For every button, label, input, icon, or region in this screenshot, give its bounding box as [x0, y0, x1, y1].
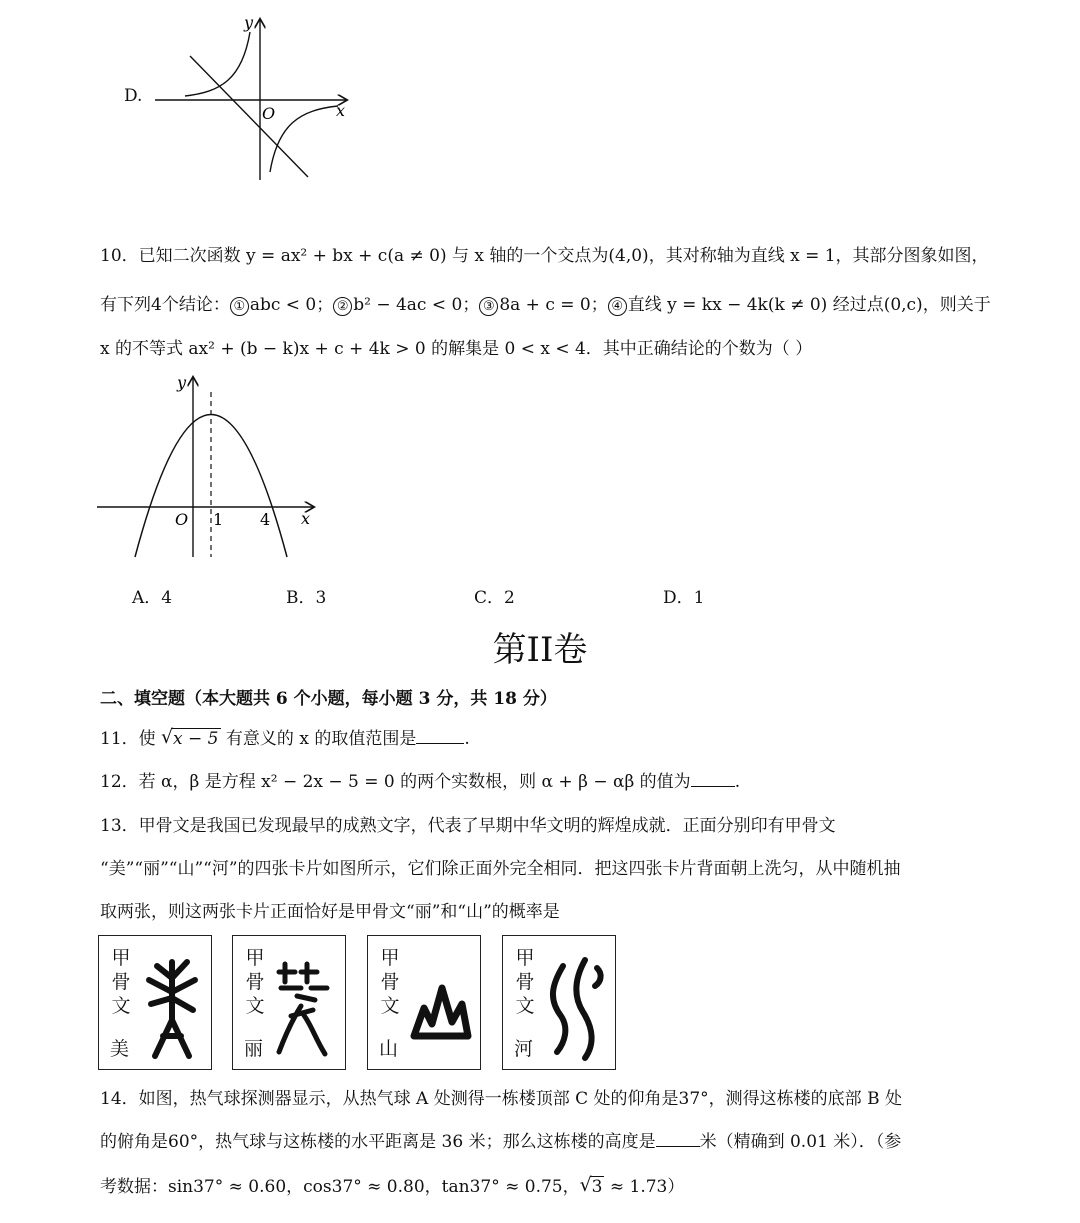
card-label: 甲骨文	[380, 947, 400, 1017]
q9-option-d-graph	[150, 12, 360, 187]
card-label: 甲骨文	[515, 947, 535, 1017]
q11-suffix: 有意义的 x 的取值范围是	[220, 729, 417, 749]
q10-axis-y-label: y	[177, 373, 187, 392]
oracle-li-glyph	[271, 952, 341, 1062]
q11-answer-blank[interactable]	[416, 728, 464, 744]
q9-axis-y-label: y	[244, 13, 254, 32]
q11-radical	[161, 728, 220, 750]
q12-text: 12．若 α，β 是方程 x² − 2x − 5 = 0 的两个实数根，则 α + β − αβ 的值为	[100, 772, 691, 792]
oracle-shan-glyph	[406, 952, 476, 1062]
card-char: 河	[514, 1038, 534, 1060]
q14-radical-sign: √	[579, 1174, 592, 1196]
card-char: 山	[379, 1038, 399, 1060]
conclusion-4: 直线 y = kx − 4k(k ≠ 0) 经过点(0,c)，则关于	[627, 295, 991, 315]
q14-reference-tail: ≈ 1.73）	[604, 1177, 685, 1197]
q10-line2	[100, 294, 991, 316]
conclusion-4-marker: ④	[608, 297, 627, 316]
oracle-he-glyph	[541, 952, 611, 1062]
q12-end: .	[734, 772, 741, 792]
q11-end: .	[464, 729, 470, 749]
q10-tick-1: 1	[213, 510, 224, 529]
q10-option-c[interactable]: C．2	[474, 588, 515, 608]
card-char: 美	[110, 1038, 130, 1060]
q14-answer-blank[interactable]	[656, 1131, 700, 1147]
q10-axis-x-label: x	[301, 509, 311, 528]
q13-line1: 13．甲骨文是我国已发现最早的成熟文字，代表了早期中华文明的辉煌成就．正面分别印有甲骨文	[100, 816, 836, 836]
q10-tick-4: 4	[260, 510, 271, 529]
conclusion-2-marker: ②	[333, 297, 352, 316]
card-shan	[367, 935, 481, 1070]
card-mei	[98, 935, 212, 1070]
q10-option-d[interactable]: D．1	[663, 588, 705, 608]
q10-line1: 10．已知二次函数 y = ax² + bx + c(a ≠ 0) 与 x 轴的一个交点为(4,0)，其对称轴为直线 x = 1，其部分图象如图，	[100, 246, 989, 266]
card-label: 甲骨文	[111, 947, 131, 1017]
q9-origin-label: O	[262, 104, 276, 123]
q10-origin-label: O	[175, 510, 189, 529]
conclusion-1-marker: ①	[230, 297, 249, 316]
q10-option-b[interactable]: B．3	[286, 588, 327, 608]
q14-line2-text: 的俯角是60°，热气球与这栋楼的水平距离是 36 米；那么这栋楼的高度是	[100, 1132, 656, 1152]
q10-parabola-graph	[95, 372, 325, 562]
conclusion-1: abc < 0；	[249, 295, 334, 315]
q9-hyperbola-left	[185, 32, 250, 96]
card-label: 甲骨文	[245, 947, 265, 1017]
q14-line2-tail: 米（精确到 0.01 米）．（参	[699, 1132, 902, 1152]
part2-title: 第II卷	[492, 630, 588, 670]
q9-linear-line	[190, 56, 308, 177]
q14-reference-data: 考数据：sin37° ≈ 0.60，cos37° ≈ 0.80，tan37° ≈ 0.75，	[100, 1177, 580, 1197]
q14-radicand: 3	[591, 1177, 603, 1197]
conclusion-2: b² − 4ac < 0；	[353, 295, 480, 315]
q10-line3: x 的不等式 ax² + (b − k)x + c + 4k > 0 的解集是 0 < x < 4．其中正确结论的个数为（ ）	[100, 339, 813, 359]
q11-radicand: x − 5	[173, 729, 219, 749]
conclusion-3: 8a + c = 0；	[499, 295, 608, 315]
conclusion-3-marker: ③	[479, 297, 498, 316]
card-he	[502, 935, 616, 1070]
oracle-mei-glyph	[137, 952, 207, 1062]
q12	[100, 771, 740, 793]
q14-line3	[100, 1176, 684, 1198]
q10-line2-intro: 有下列4个结论：	[100, 295, 230, 315]
q13-line2: “美”“丽”“山”“河”的四张卡片如图所示，它们除正面外完全相同．把这四张卡片背面朝上洗匀，从中随机抽	[100, 859, 901, 879]
q9-axis-x-label: x	[336, 101, 346, 120]
q9-option-d-label: D.	[124, 86, 143, 106]
q14-sqrt3	[580, 1176, 605, 1198]
card-char: 丽	[244, 1038, 264, 1060]
q11	[100, 728, 470, 750]
q11-prefix: 11．使	[100, 729, 162, 749]
q10-option-a[interactable]: A．4	[132, 588, 173, 608]
q9-hyperbola-right	[270, 106, 338, 172]
q13-line3: 取两张，则这两张卡片正面恰好是甲骨文“丽”和“山”的概率是	[100, 902, 560, 922]
q11-radical-sign: √	[161, 726, 174, 748]
section2-header: 二、填空题（本大题共 6 个小题，每小题 3 分，共 18 分）	[100, 689, 557, 709]
q14-line1: 14．如图，热气球探测器显示，从热气球 A 处测得一栋楼顶部 C 处的仰角是37°，测得这栋楼的底部 B 处	[100, 1089, 902, 1109]
card-li	[232, 935, 346, 1070]
q14-line2	[100, 1131, 901, 1153]
q12-answer-blank[interactable]	[691, 771, 735, 787]
